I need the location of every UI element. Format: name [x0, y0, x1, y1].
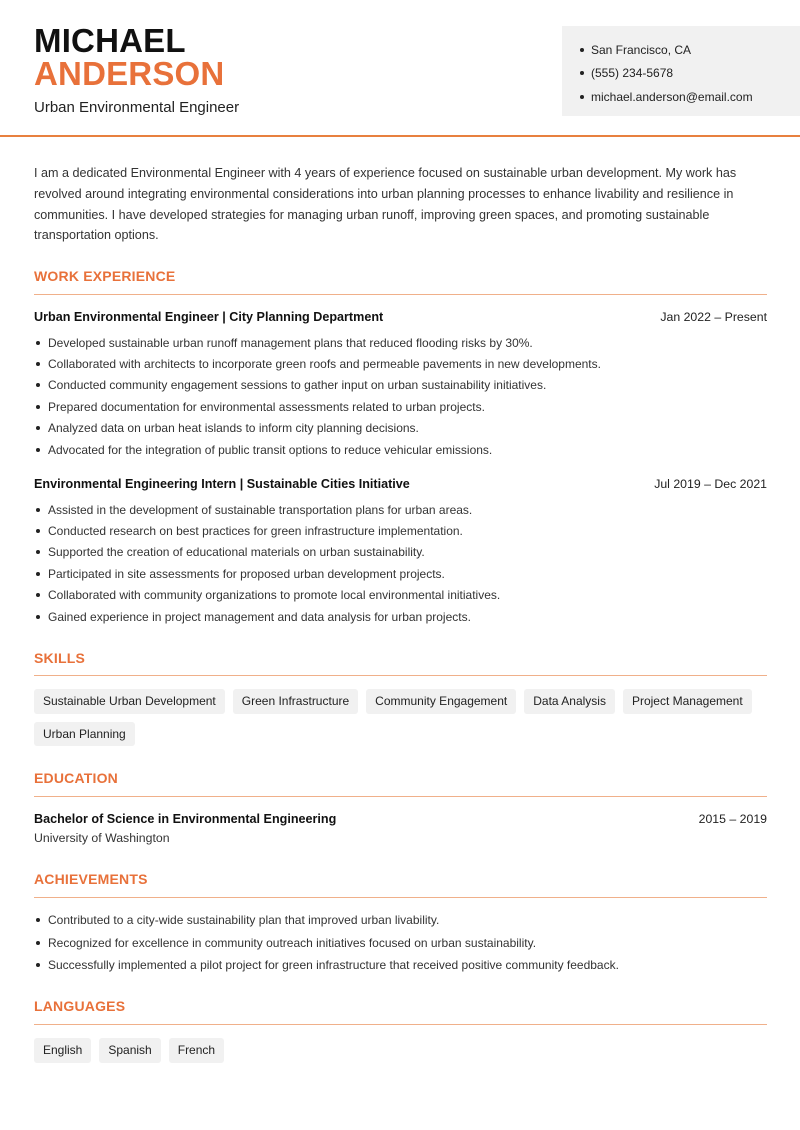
contact-location: San Francisco, CA: [580, 38, 800, 62]
list-item: Assisted in the development of sustainable transportation plans for urban areas.: [34, 499, 767, 520]
school-name: University of Washington: [34, 831, 170, 845]
last-name: ANDERSON: [34, 55, 225, 92]
skill-chip: Data Analysis: [524, 689, 615, 714]
bullet-icon: [36, 941, 40, 945]
list-item: Advocated for the integration of public transit options to reduce vehicular emissions.: [34, 439, 767, 460]
skill-chip: Community Engagement: [366, 689, 516, 714]
list-item: Gained experience in project management and data analysis for urban projects.: [34, 606, 767, 627]
job-header: [34, 477, 767, 491]
job-bullet-list: [34, 499, 767, 627]
bullet-icon: [36, 572, 40, 576]
section-title-languages: LANGUAGES: [34, 998, 126, 1014]
list-item: Contributed to a city-wide sustainability plan that improved urban livability.: [34, 909, 767, 932]
list-item: Analyzed data on urban heat islands to inform city planning decisions.: [34, 418, 767, 439]
skill-chip: Project Management: [623, 689, 752, 714]
section-divider: [34, 1024, 767, 1025]
job-bullet-list: [34, 332, 767, 460]
section-title-work: WORK EXPERIENCE: [34, 268, 176, 284]
bullet-icon: [36, 405, 40, 409]
list-item: Participated in site assessments for proposed urban development projects.: [34, 563, 767, 584]
section-title-achievements: ACHIEVEMENTS: [34, 871, 148, 887]
bullet-icon: [580, 71, 584, 75]
job-dates: Jul 2019 – Dec 2021: [654, 477, 767, 491]
job-header: [34, 310, 767, 324]
resume-header: [0, 0, 800, 137]
achievements-list: [34, 909, 767, 977]
list-item: Collaborated with architects to incorporate green roofs and permeable pavements in new developments.: [34, 353, 767, 374]
degree-title: Bachelor of Science in Environmental Engineering: [34, 812, 337, 826]
list-item: Developed sustainable urban runoff management plans that reduced flooding risks by 30%.: [34, 332, 767, 353]
list-item: Supported the creation of educational materials on urban sustainability.: [34, 542, 767, 563]
bullet-icon: [36, 448, 40, 452]
bullet-icon: [580, 95, 584, 99]
job-title: Environmental Engineering Intern | Sustainable Cities Initiative: [34, 477, 410, 491]
bullet-icon: [36, 593, 40, 597]
contact-box: [562, 26, 800, 116]
bullet-icon: [36, 508, 40, 512]
list-item: Conducted research on best practices for green infrastructure implementation.: [34, 520, 767, 541]
skill-chip: Sustainable Urban Development: [34, 689, 225, 714]
bullet-icon: [36, 529, 40, 533]
skill-chip: Green Infrastructure: [233, 689, 358, 714]
contact-phone: (555) 234-5678: [580, 62, 800, 86]
job-title: Urban Environmental Engineer | City Planning Department: [34, 310, 384, 324]
bullet-icon: [580, 48, 584, 52]
skills-chip-list: [34, 689, 774, 746]
bullet-icon: [36, 615, 40, 619]
job-title: Urban Environmental Engineer: [34, 99, 240, 116]
education-header: [34, 812, 767, 826]
contact-email: michael.anderson@email.com: [580, 85, 800, 109]
section-divider: [34, 675, 767, 676]
list-item: Prepared documentation for environmental assessments related to urban projects.: [34, 396, 767, 417]
section-divider: [34, 897, 767, 898]
bullet-icon: [36, 383, 40, 387]
bullet-icon: [36, 963, 40, 967]
first-name: MICHAEL: [34, 22, 186, 59]
section-title-education: EDUCATION: [34, 770, 118, 786]
bullet-icon: [36, 550, 40, 554]
list-item: Collaborated with community organizations to promote local environmental initiatives.: [34, 585, 767, 606]
education-dates: 2015 – 2019: [698, 812, 767, 826]
job-dates: Jan 2022 – Present: [660, 310, 767, 324]
section-divider: [34, 796, 767, 797]
list-item: Recognized for excellence in community outreach initiatives focused on urban sustainability.: [34, 932, 767, 955]
list-item: Conducted community engagement sessions to gather input on urban sustainability initiatives.: [34, 375, 767, 396]
language-chip: Spanish: [99, 1038, 160, 1063]
list-item: Successfully implemented a pilot project for green infrastructure that received positive community feedback.: [34, 954, 767, 977]
language-chip: English: [34, 1038, 91, 1063]
bullet-icon: [36, 918, 40, 922]
bullet-icon: [36, 341, 40, 345]
languages-chip-list: [34, 1038, 774, 1063]
bullet-icon: [36, 362, 40, 366]
section-divider: [34, 294, 767, 295]
bullet-icon: [36, 426, 40, 430]
language-chip: French: [169, 1038, 224, 1063]
skill-chip: Urban Planning: [34, 722, 135, 747]
summary-paragraph: I am a dedicated Environmental Engineer with 4 years of experience focused on sustainable urban development. My work has revolved around integrating environmental considerations into urban planning processes to enhance livability and resilience in communities. I have developed strategies for managing urban runoff, improving green spaces, and promoting sustainable transportation options.: [34, 166, 737, 243]
section-title-skills: SKILLS: [34, 650, 85, 666]
